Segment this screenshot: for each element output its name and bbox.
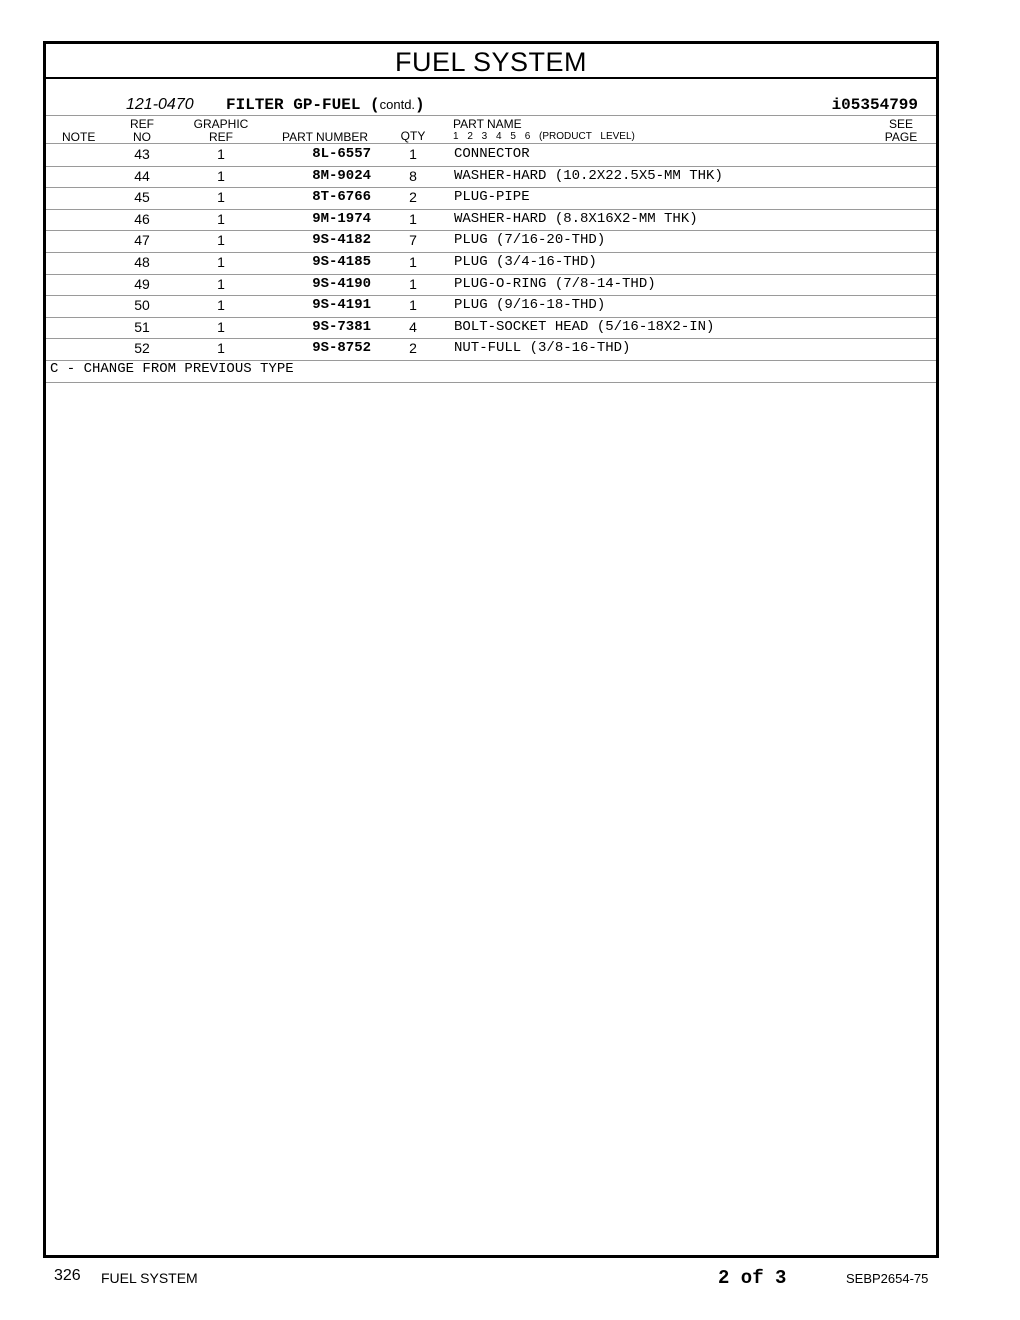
part-name-cell: PLUG-O-RING (7/8-14-THD) <box>454 275 656 292</box>
part-name-cell: NUT-FULL (3/8-16-THD) <box>454 340 631 357</box>
header-product-level: 1 2 3 4 5 6 (PRODUCT LEVEL) <box>453 131 635 142</box>
qty-cell: 1 <box>409 275 417 292</box>
graphic-ref-cell: 1 <box>217 318 225 335</box>
table-row <box>46 296 936 317</box>
graphic-ref-cell: 1 <box>217 232 225 249</box>
footer-page-number: 326 <box>54 1267 81 1284</box>
ref-no-cell: 47 <box>134 232 150 249</box>
part-name-cell: PLUG (7/16-20-THD) <box>454 232 606 249</box>
group-contd: contd. <box>379 97 416 112</box>
header-ref-bottom: NO <box>133 130 151 144</box>
table-row <box>46 145 936 166</box>
graphic-ref-cell: 1 <box>217 167 225 184</box>
part-number-cell: 9M-1974 <box>312 210 371 227</box>
part-number-cell: 9S-4191 <box>312 297 371 314</box>
group-number: 121-0470 <box>126 96 194 113</box>
part-name-cell: PLUG (3/4-16-THD) <box>454 254 597 270</box>
qty-cell: 2 <box>409 189 417 206</box>
footer-section: FUEL SYSTEM <box>101 1270 198 1286</box>
illustration-id: i05354799 <box>831 96 918 114</box>
group-name-close: ) <box>415 96 425 114</box>
header-see-bottom: PAGE <box>884 130 918 144</box>
table-row <box>46 339 936 360</box>
header-note: NOTE <box>62 130 96 144</box>
qty-cell: 2 <box>409 340 417 357</box>
ref-no-cell: 46 <box>134 210 150 227</box>
part-number-cell: 8L-6557 <box>312 146 371 162</box>
part-name-cell: CONNECTOR <box>454 146 530 162</box>
table-row <box>46 275 936 296</box>
qty-cell: 1 <box>409 297 417 314</box>
graphic-ref-cell: 1 <box>217 189 225 206</box>
table-row <box>46 188 936 209</box>
page-title: FUEL SYSTEM <box>46 44 936 79</box>
page-frame <box>43 41 939 1258</box>
table-row <box>46 210 936 231</box>
graphic-ref-cell: 1 <box>217 275 225 292</box>
part-number-cell: 9S-4190 <box>312 275 371 292</box>
part-number-cell: 8T-6766 <box>312 189 371 206</box>
column-headers <box>46 116 936 144</box>
qty-cell: 7 <box>409 232 417 249</box>
footer-page-of: 2 of 3 <box>718 1267 787 1289</box>
header-part-number: PART NUMBER <box>282 130 369 144</box>
ref-no-cell: 49 <box>134 275 150 292</box>
graphic-ref-cell: 1 <box>217 297 225 314</box>
part-number-cell: 9S-4185 <box>312 254 371 270</box>
group-name <box>226 96 425 114</box>
page-footer <box>0 1262 1020 1292</box>
header-graphic-bottom: REF <box>209 130 233 144</box>
ref-no-cell: 51 <box>134 318 150 335</box>
ref-no-cell: 52 <box>134 340 150 357</box>
header-qty: QTY <box>400 129 426 143</box>
qty-cell: 1 <box>409 146 417 162</box>
qty-cell: 8 <box>409 167 417 184</box>
header-ref-top: REF <box>130 117 154 131</box>
ref-no-cell: 50 <box>134 297 150 314</box>
qty-cell: 1 <box>409 210 417 227</box>
part-name-cell: BOLT-SOCKET HEAD (5/16-18X2-IN) <box>454 318 715 335</box>
part-number-cell: 9S-7381 <box>312 318 371 335</box>
part-name-cell: WASHER-HARD (10.2X22.5X5-MM THK) <box>454 167 723 184</box>
footnote: C - CHANGE FROM PREVIOUS TYPE <box>50 361 294 377</box>
graphic-ref-cell: 1 <box>217 340 225 357</box>
qty-cell: 1 <box>409 254 417 270</box>
part-name-cell: WASHER-HARD (8.8X16X2-MM THK) <box>454 210 698 227</box>
header-see-top: SEE <box>888 117 913 131</box>
part-name-cell: PLUG-PIPE <box>454 189 530 206</box>
group-name-text: FILTER GP-FUEL ( <box>226 96 380 114</box>
ref-no-cell: 44 <box>134 167 150 184</box>
ref-no-cell: 45 <box>134 189 150 206</box>
graphic-ref-cell: 1 <box>217 254 225 270</box>
part-number-cell: 9S-8752 <box>312 340 371 357</box>
ref-no-cell: 43 <box>134 146 150 162</box>
group-heading <box>46 92 936 116</box>
graphic-ref-cell: 1 <box>217 210 225 227</box>
header-graphic-top: GRAPHIC <box>193 117 249 131</box>
table-row <box>46 318 936 339</box>
table-row <box>46 167 936 188</box>
part-number-cell: 8M-9024 <box>312 167 371 184</box>
table-row <box>46 231 936 252</box>
part-number-cell: 9S-4182 <box>312 232 371 249</box>
qty-cell: 4 <box>409 318 417 335</box>
header-part-name: PART NAME <box>453 117 522 131</box>
footer-doc-id: SEBP2654-75 <box>846 1271 929 1286</box>
ref-no-cell: 48 <box>134 254 150 270</box>
table-row <box>46 253 936 274</box>
graphic-ref-cell: 1 <box>217 146 225 162</box>
part-name-cell: PLUG (9/16-18-THD) <box>454 297 606 314</box>
